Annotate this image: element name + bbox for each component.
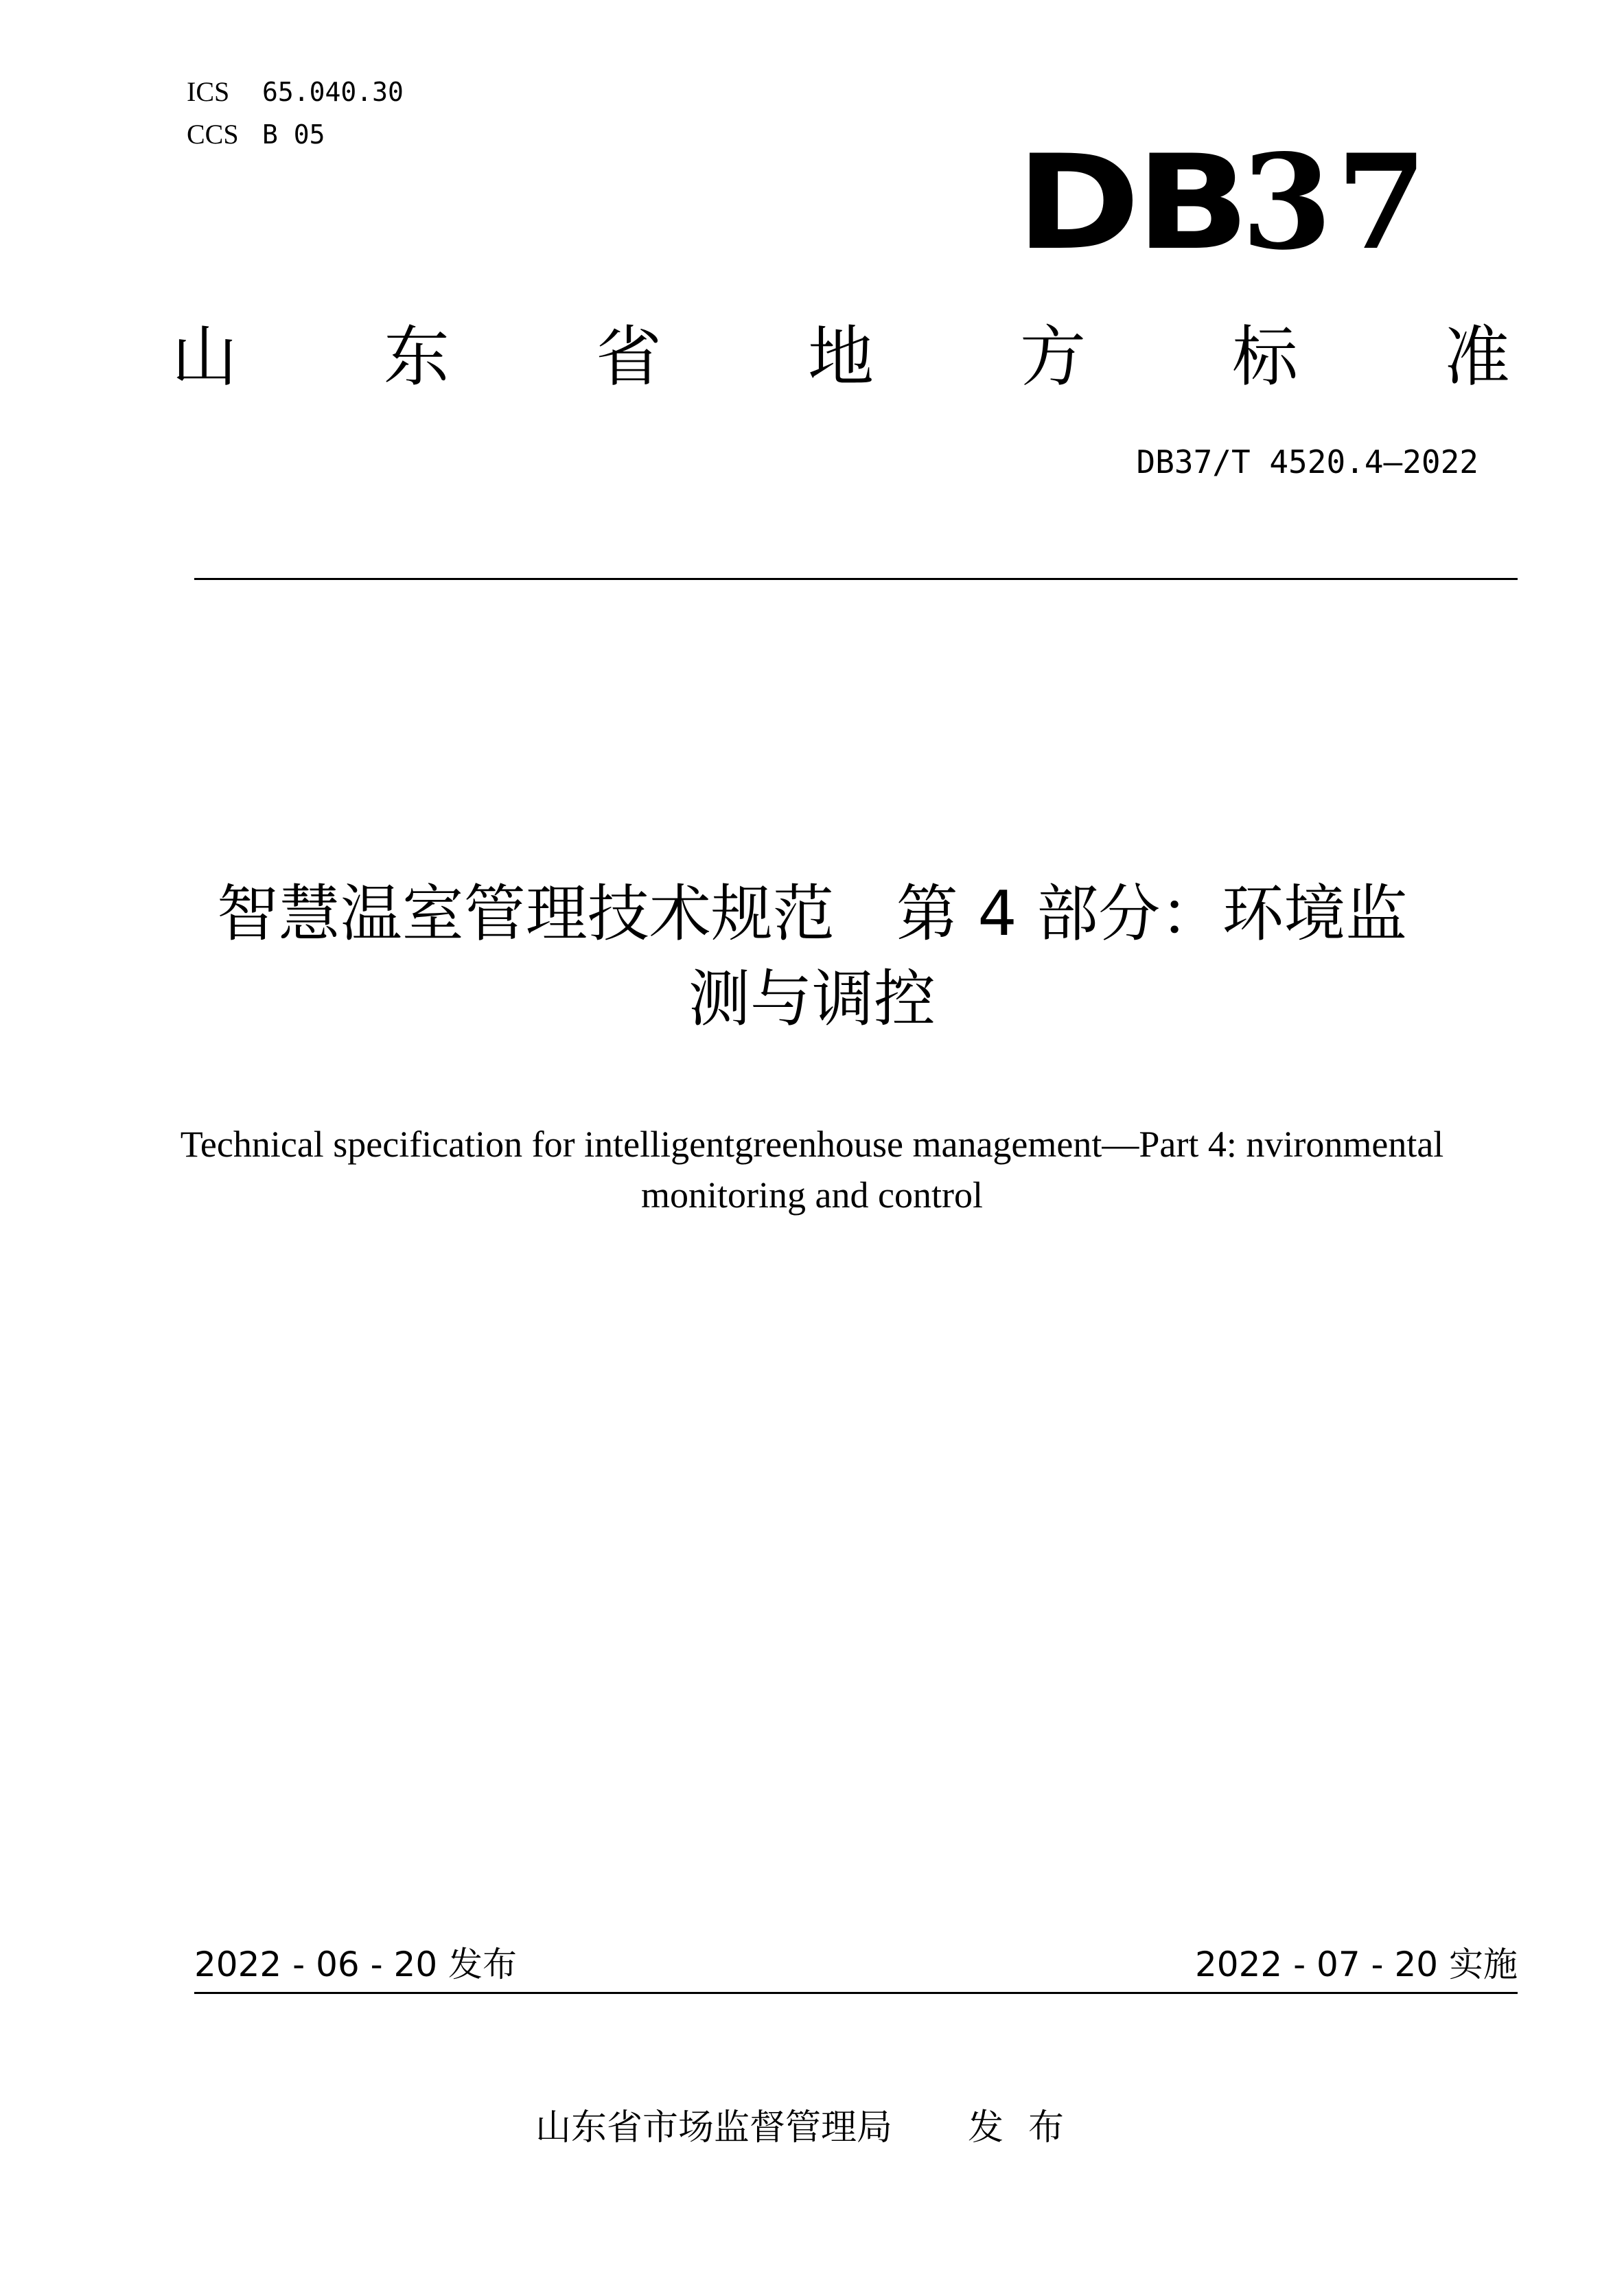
standard-type-char: 方 (1020, 318, 1086, 395)
standard-type-char: 山 (172, 318, 237, 395)
title-chinese-line1: 智慧温室管理技术规范 第 4 部分：环境监 (216, 878, 1408, 950)
title-english (137, 1119, 1487, 1220)
top-divider (194, 578, 1518, 580)
standard-type-char: 省 (596, 318, 662, 395)
ics-code (187, 76, 404, 108)
title-english-line1: Technical specification for intelligentgreenhouse management—Part 4: nvironmental (180, 1124, 1444, 1165)
logo-letters: DB (1016, 127, 1246, 279)
db37-logo (1016, 126, 1431, 279)
release-date: 2022 - 06 - 20 发布 (194, 1945, 518, 1984)
ccs-value: B 05 (262, 119, 325, 150)
standard-type-char: 准 (1444, 318, 1510, 395)
effective-date: 2022 - 07 - 20 实施 (1194, 1945, 1518, 1984)
logo-number: 37 (1241, 126, 1431, 279)
standard-type-title (172, 312, 1510, 402)
ccs-label: CCS (187, 119, 239, 150)
bottom-divider (194, 1992, 1518, 1994)
issuer (0, 2104, 1624, 2152)
standard-number: DB37/T 4520.4—2022 (1136, 443, 1478, 480)
title-english-line2: monitoring and control (641, 1174, 983, 1216)
title-chinese-line2: 测与调控 (688, 963, 936, 1035)
title-chinese (137, 872, 1487, 1042)
ics-label: ICS (187, 76, 230, 107)
ics-value: 65.040.30 (262, 77, 404, 107)
standard-type-char: 地 (808, 318, 874, 395)
issuer-name: 山东省市场监督管理局 (535, 2107, 892, 2148)
issuer-action: 发布 (968, 2107, 1089, 2148)
standard-type-char: 东 (384, 318, 450, 395)
standard-type-char: 标 (1232, 318, 1298, 395)
ccs-code (187, 118, 325, 151)
